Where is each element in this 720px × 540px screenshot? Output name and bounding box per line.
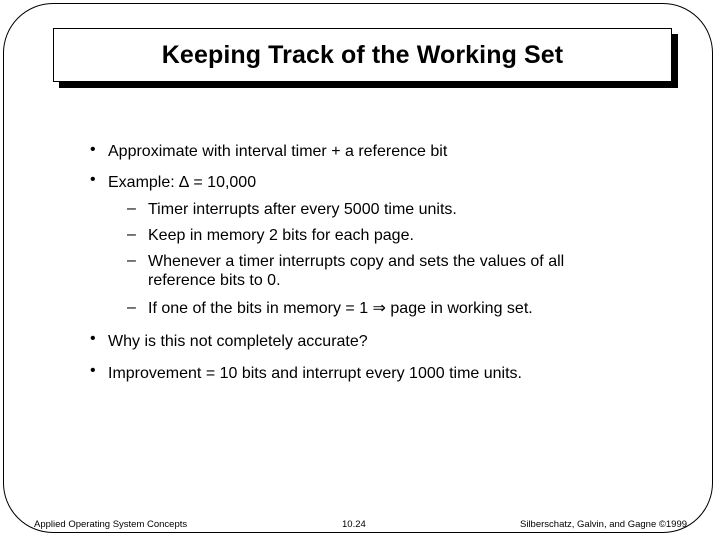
- sub-bullet-item: Keep in memory 2 bits for each page.: [148, 227, 414, 244]
- sub-bullet-marker: –: [127, 200, 136, 217]
- sub-bullet-item: Whenever a timer interrupts copy and sets the values of all reference bits to 0.: [148, 253, 565, 289]
- title-box: [53, 28, 672, 82]
- sub-bullet-item: Timer interrupts after every 5000 time units.: [148, 201, 457, 218]
- footer-page-number: 10.24: [342, 519, 366, 530]
- sub-bullet-marker: –: [127, 252, 136, 269]
- bullet-item: Why is this not completely accurate?: [108, 333, 368, 350]
- bullet-marker: •: [90, 141, 96, 158]
- slide-title: Keeping Track of the Working Set: [161, 40, 564, 69]
- footer-copyright: Silberschatz, Galvin, and Gagne ©1999: [520, 519, 688, 530]
- bullet-marker: •: [90, 330, 96, 347]
- bullet-item: Approximate with interval timer + a reference bit: [108, 143, 448, 160]
- bullet-item: Improvement = 10 bits and interrupt every 1000 time units.: [108, 365, 522, 382]
- sub-bullet-marker: –: [127, 226, 136, 243]
- bullet-item: Example: ∆ = 10,000: [108, 174, 257, 191]
- sub-bullet-marker: –: [127, 299, 136, 316]
- sub-bullet-item: If one of the bits in memory = 1 ⇒ page in working set.: [148, 300, 533, 317]
- bullet-marker: •: [90, 362, 96, 379]
- bullet-marker: •: [90, 171, 96, 188]
- footer-course: Applied Operating System Concepts: [34, 519, 188, 530]
